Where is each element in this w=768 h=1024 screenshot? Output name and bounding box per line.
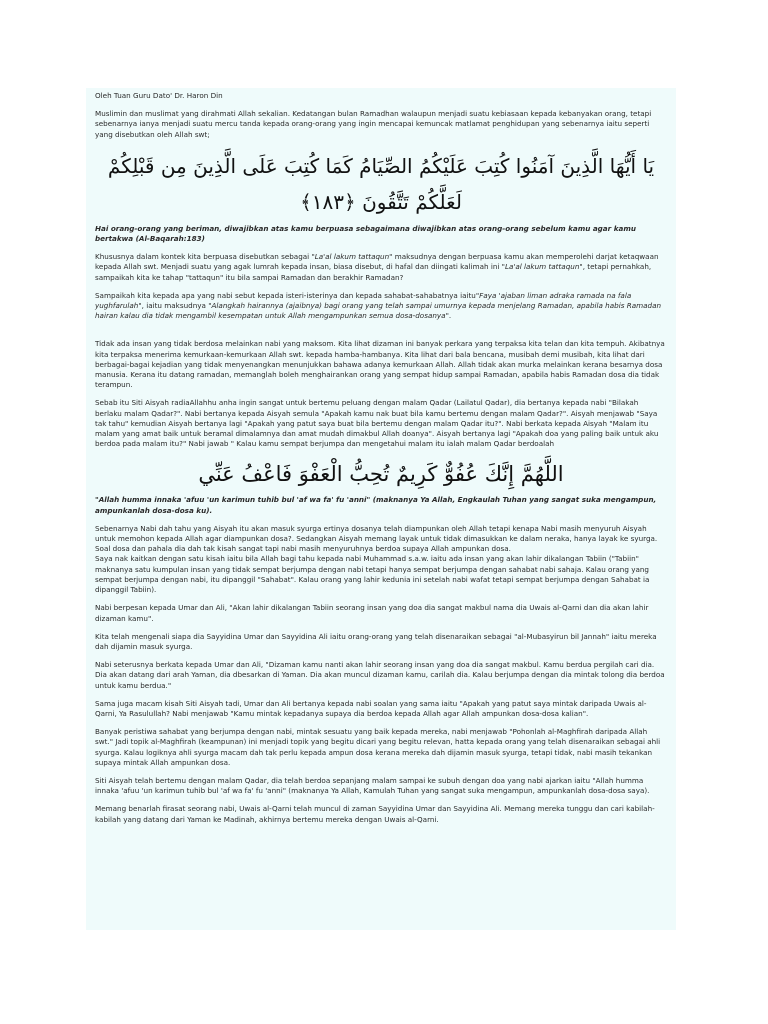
author-line: Oleh Tuan Guru Dato' Dr. Haron Din xyxy=(95,91,223,100)
paragraph-nabi-seterusnya: Nabi seterusnya berkata kepada Umar dan Ali, "Dizaman kamu nanti akan lahir seorang insan yang doa dia sangat makbul. Kamu berdua pergilah cari dia. Dia akan datang dari arah Yaman, dia dbesarkan di Yaman. Dia akan muncul dizaman kamu, carilah dia. Kalau berjumpa dengan dia mintak tolong dia berdoa untuk kamu berdua." xyxy=(95,660,665,690)
document-page xyxy=(86,88,676,930)
paragraph-sebenarnya: Sebenarnya Nabi dah tahu yang Aisyah itu akan masuk syurga ertinya dosanya telah diampunkan oleh Allah tetapi kenapa Nabi masih menyuruh Aisyah untuk memohon kepada Allah agar diampunkan dosa?. Sedangkan Aisyah memang layak untuk tidak dimasukkan ke dalam neraka, hanya layak ke syurga. Soal dosa dan pahala dia dah tak kisah sangat tapi nabi masih menyuruhnya berdoa supaya Allah ampunkan dosa. xyxy=(95,523,658,554)
dua-arabic: اللَّهُمَّ إِنَّكَ عُفُوٌّ كَرِيمٌ تُحِبُّ الْعَفْوَ فَاعْفُ عَنِّي xyxy=(198,462,564,487)
paragraph-siti-aisyah: Siti Aisyah telah bertemu dengan malam Qadar, dia telah berdoa sepanjang malam sampai ke subuh dengan doa yang nabi ajarkan iaitu "Allah humma innaka 'afuu 'un karimun tuhib bul 'af wa fa' fu 'anni" (maknanya Ya Allah, Kamulah Tuhan yang sangat suka mengampun, ampunkanlah dosa-dosa saya). xyxy=(95,775,650,796)
quote-tattaqun-2: "La'al lakum tattaqun" xyxy=(501,262,583,272)
verse-translation: Hai orang-orang yang beriman, diwajibkan atas kamu berpuasa sebagaimana diwajibkan atas orang-orang sebelum kamu agar kamu bertakwa (Al-Baqarah:183) xyxy=(95,223,636,244)
paragraph-nabi-berpesan: Nabi berpesan kepada Umar dan Ali, "Akan lahir dikalangan Tabiin seorang insan yang doa dia sangat makbul nama dia Uwais al-Qarni dan dia akan lahir dizaman kamu". xyxy=(95,603,649,623)
paragraph-kita-telah: Kita telah mengenali siapa dia Sayyidina Umar dan Sayyidina Ali iaitu orang-orang yang telah disenaraikan sebagai "al-Mubasyirun bil Jannah" iaitu mereka dah dijamin masuk syurga. xyxy=(95,631,657,651)
dua-translation: "Allah humma innaka 'afuu 'un karimun tuhib bul 'af wa fa' fu 'anni" (maknanya Ya Allah, Engkaulah Tuhan yang sangat suka mengampun, ampunkanlah dosa-dosa ku). xyxy=(95,495,657,515)
paragraph-banyak: Banyak peristiwa sahabat yang berjumpa dengan nabi, mintak sesuatu yang baik kepada mereka, nabi menjawab "Pohonlah al-Maghfirah daripada Allah swt." Jadi topik al-Maghfirah (keampunan) ini menjadi topik yang begitu dicari yang begitu relevan, hatta kepada orang yang telah disenaraikan sebagai ahli syurga. Kalau logiknya ahli syurga macam dah tak perlu kepada ampun dosa kerana mereka dah dijamin masuk syurga, tetapi tidak, nabi masih tekankan supaya mintak Allah ampunkan dosa. xyxy=(95,727,661,767)
intro-paragraph: Muslimin dan muslimat yang dirahmati Allah sekalian. Kedatangan bulan Ramadhan walaupun menjadi suatu kebiasaan kepada kebanyakan orang, tetapi sebenarnya ianya menjadi suatu mercu tanda kepada orang-orang yang ingin mencapai kemuncak matlamat penghidupan yang sebenarnya iaitu seperti yang disebutkan oleh Allah swt; xyxy=(95,109,652,139)
paragraph-sebab-itu: Sebab itu Siti Aisyah radiaAllahhu anha ingin sangat untuk bertemu peluang dengan malam Qadar (Lailatul Qadar), dia bertanya kepada nabi "Bilakah berlaku malam Qadar?". Nabi bertanya kepada Aisyah semula "Apakah kamu nak buat bila kamu bertemu dengan malam Qadar?". Aisyah menjawab "Saya tak tahu" kemudian Aisyah bertanya lagi "Apakah yang patut saya buat bila bertemu dengan malam Qadar itu?". Nabi berkata kepada Aisyah "Malam itu malam yang amat baik untuk beramal dimalamnya dan amat mudah dimakbul Allah doanya". Aisyah bertanya lagi "Apakah doa yang paling baik untuk aku berdoa pada malam itu?" Nabi jawab " Kalau kamu sempat berjumpa dan mengetahui malam itu ialah malam Qadar berdoalah xyxy=(95,398,659,449)
quote-hadith-arabic: "Faya 'ajaban liman adraka ramada na fala yughfarulah" xyxy=(95,290,632,311)
paragraph-memang: Memang benarlah firasat seorang nabi, Uwais al-Qarni telah muncul di zaman Sayyidina Umar dan Sayyidina Ali. Memang mereka tunggu dan cari kabilah-kabilah yang datang dari Yaman ke Madinah, akhirnya bertemu mereka dengan Uwais al-Qarni. xyxy=(95,804,655,824)
paragraph-sampaikah: Sampaikah kita kepada apa yang nabi sebut kepada isteri-isterinya dan kepada sahabat-sahabatnya iaitu"Faya 'ajaban liman adraka ramada na fala yughfarulah", iaitu maksudnya "Alangkah hairannya (ajaibnya) bagi orang yang telah sampai umurnya kepada menjelang Ramadan, apabila habis Ramadan hairan kalau dia tidak mengambil kesempatan untuk Allah mengampunkan semua dosa-dosanya". xyxy=(95,290,662,321)
paragraph-sama-juga: Sama juga macam kisah Siti Aisyah tadi, Umar dan Ali bertanya kepada nabi soalan yang sama iaitu "Apakah yang patut saya mintak daripada Uwais al-Qarni, Ya Rasulullah? Nabi menjawab "Kamu mintak kepadanya supaya dia berdoa kepada Allah agar Allah ampunkan dosa-dosa kalian". xyxy=(95,698,647,718)
paragraph-khususnya: Khususnya dalam kontek kita berpuasa disebutkan sebagai "La'al lakum tattaqun" maksudnya dengan berpuasa kamu akan memperolehi darjat ketaqwaan kepada Allah swt. Menjadi suatu yang agak lumrah kepada insan, biasa disebut, di hafal dan diingati kalimah ini "La'al lakum tattaqun", tetapi pernahkah, sampaikah kita ke tahap "tattaqun" itu bila sampai Ramadan dan berakhir Ramadan? xyxy=(95,252,659,282)
paragraph-saya: Saya nak kaitkan dengan satu kisah iaitu bila Allah bagi tahu kepada nabi Muhammad s.a.w. iaitu ada insan yang akan lahir dikalangan Tabiin ("Tabiin" maknanya satu kumpulan insan yang tidak sempat berjumpa dengan nabi tetapi hanya sempat berjumpa dengan sahabat nabi sahaja. Kalau orang yang sempat berjumpa dengan nabi, itu dipanggil "Sahabat". Kalau orang yang lahir kedunia ini setelah nabi wafat tetapi sempat berjumpa dengan Sahabat ia dipanggil Tabiin). xyxy=(95,554,650,595)
paragraph-tidak-ada: Tidak ada insan yang tidak berdosa melainkan nabi yang maksom. Kita lihat dizaman ini banyak perkara yang terpaksa kita telan dan kita tempuh. Akibatnya kita terpaksa menerima kemurkaan-kemurkaan Allah swt. kepada hamba-hambanya. Kita lihat dari bala bencana, musibah demi musibah, kita lihat dari berbagai-bagai kejadian yang tidak menyenangkan menunjukkan bahawa adanya kemurkaan Allah. Allah tidak akan murka melainkan kerana besarnya dosa manusia. Kerana itu datang ramadan, memanglah boleh menghairankan orang yang sempat hidup sampai Ramadan, apabila habis Ramadan dosa dia tidak terampun. xyxy=(95,339,665,390)
quote-hadith-meaning: "Alangkah hairannya (ajaibnya) bagi orang yang telah sampai umurnya kepada menjelang Ramadan, apabila habis Ramadan hairan kalau dia tidak mengambil kesempatan untuk Allah mengampunkan semua dosa-dosanya" xyxy=(95,301,662,321)
quran-verse-arabic: يَا أَيُّهَا الَّذِينَ آمَنُوا كُتِبَ عَلَيْكُمُ الصِّيَامُ كَمَا كُتِبَ عَلَى الَّذِينَ مِن قَبْلِكُمْ لَعَلَّكُمْ تَتَّقُونَ ﴿١٨٣﴾ xyxy=(107,153,655,214)
quote-tattaqun: "La'al lakum tattaqun" xyxy=(311,252,393,262)
